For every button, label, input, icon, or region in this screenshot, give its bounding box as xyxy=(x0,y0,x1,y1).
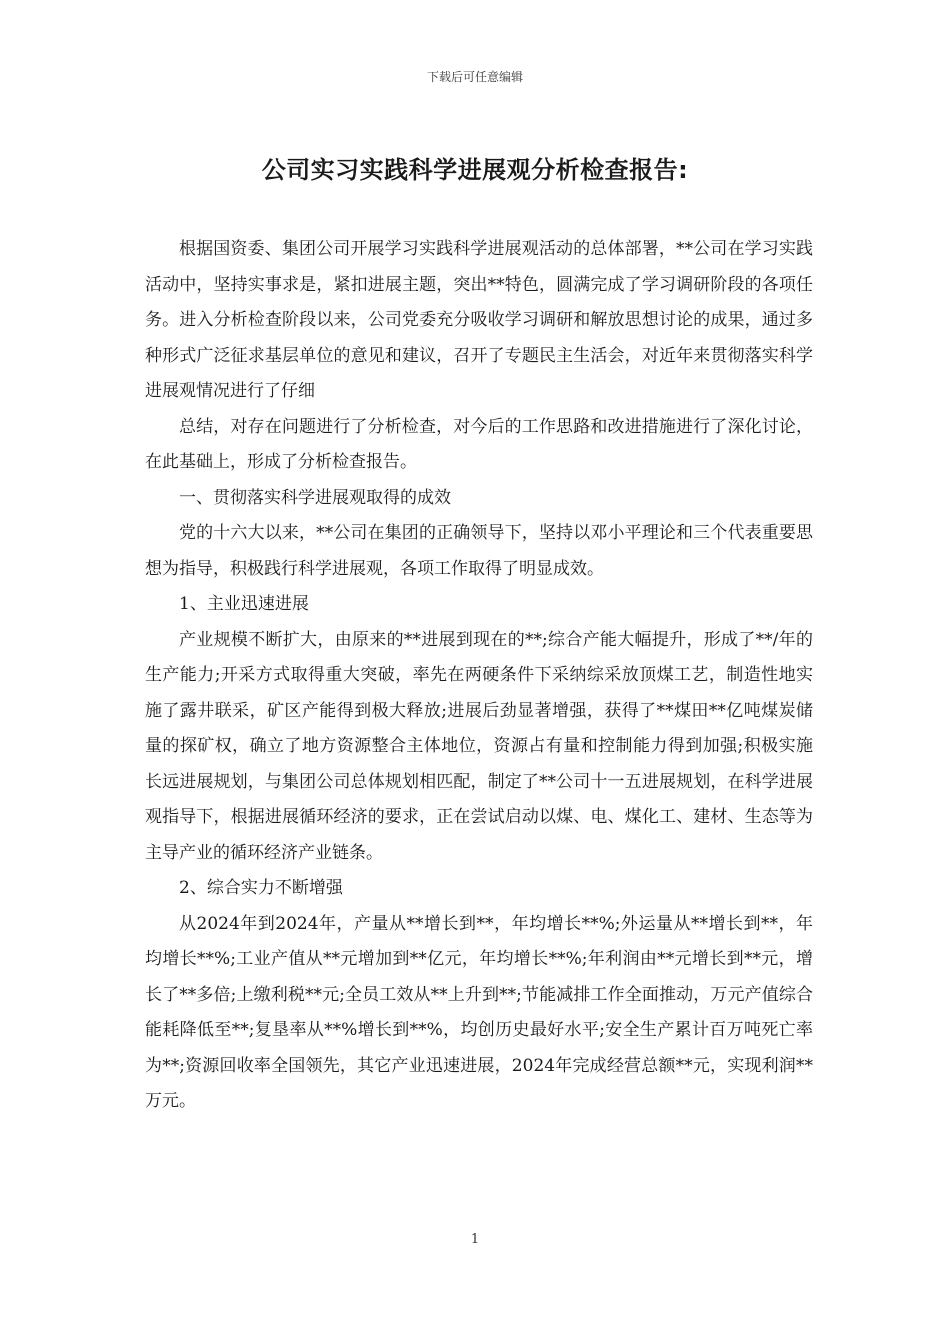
paragraph-strength: 从2024年到2024年，产量从**增长到**，年均增长**%;外运量从**增长到**，年均增长**%;工业产值从**元增加到**亿元，年均增长**%;年利润由**元增长到**元，增长了**多倍;上缴利税**元;全员工效从**上升到**;节能减排工作全面推动，万元产值综合能耗降低至**;复垦率从**%增长到**%，均创历史最好水平;安全生产累计百万吨死亡率为**;资源回收率全国领先，其它产业迅速进展，2024年完成经营总额**元，实现利润**万元。 xyxy=(145,913,813,1111)
paragraph-achievements: 党的十六大以来，**公司在集团的正确领导下，坚持以邓小平理论和三个代表重要思想为指导，积极践行科学进展观，各项工作取得了明显成效。 xyxy=(145,523,813,579)
section-heading-achievements: 一、贯彻落实科学进展观取得的成效 xyxy=(179,487,451,508)
document-body xyxy=(145,232,813,1120)
document-title: 公司实习实践科学进展观分析检查报告: xyxy=(261,156,689,184)
header-note: 下载后可任意编辑 xyxy=(426,70,523,84)
paragraph-main-business: 产业规模不断扩大，由原来的**进展到现在的**;综合产能大幅提升，形成了**/年的生产能力;开采方式取得重大突破，率先在两硬条件下采纳综采放顶煤工艺，制造性地实施了露井联采，矿区产能得到极大释放;进展后劲显著增强，获得了**煤田**亿吨煤炭储量的探矿权，确立了地方资源整合主体地位，资源占有量和控制能力得到加强;积极实施长远进展规划，与集团公司总体规划相匹配，制定了**公司十一五进展规划，在科学进展观指导下，根据进展循环经济的要求，正在尝试启动以煤、电、煤化工、建材、生态等为主导产业的循环经济产业链条。 xyxy=(145,629,813,863)
paragraph-intro: 根据国资委、集团公司开展学习实践科学进展观活动的总体部署，**公司在学习实践活动中，坚持实事求是，紧扣进展主题，突出**特色，圆满完成了学习调研阶段的各项任务。进入分析检查阶段以来，公司党委充分吸收学习调研和解放思想讨论的成果，通过多种形式广泛征求基层单位的意见和建议，召开了专题民主生活会，对近年来贯彻落实科学进展观情况进行了仔细 xyxy=(145,239,813,401)
subheading-main-business: 1、主业迅速进展 xyxy=(179,594,309,614)
paragraph-summary: 总结，对存在问题进行了分析检查，对今后的工作思路和改进措施进行了深化讨论，在此基础上，形成了分析检查报告。 xyxy=(145,416,813,472)
page-number: 1 xyxy=(470,1232,480,1247)
subheading-strength: 2、综合实力不断增强 xyxy=(179,878,343,898)
